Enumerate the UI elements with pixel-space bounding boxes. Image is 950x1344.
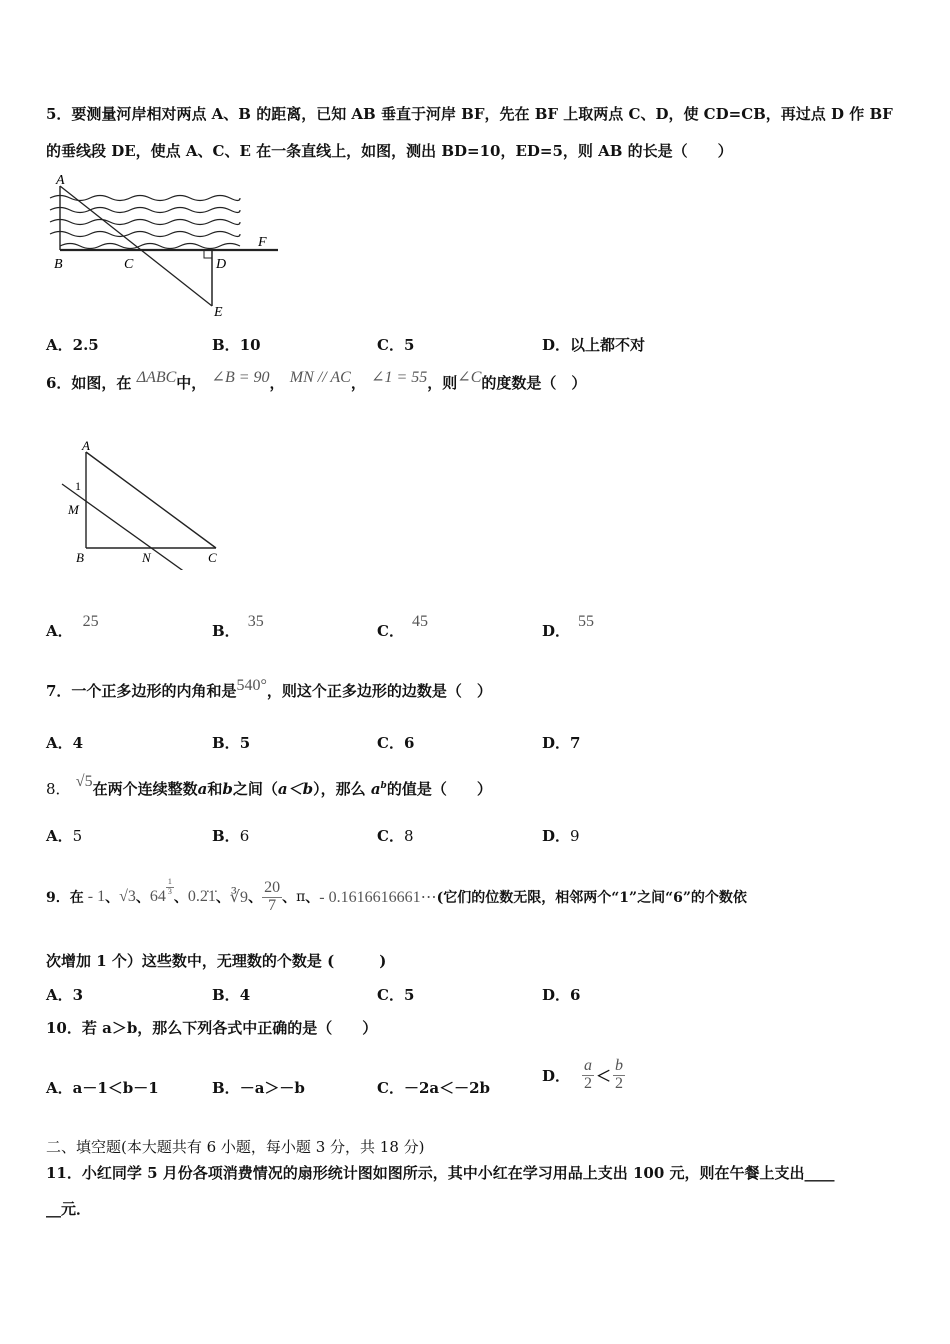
q10-option-c[interactable]: C．－2a＜－2b xyxy=(377,1079,491,1097)
q8-option-a[interactable]: A．5 xyxy=(46,827,83,845)
q6-label-1: 1 xyxy=(75,479,81,493)
q6-side-ac xyxy=(86,452,216,548)
section-2-title: 二、填空题(本大题共有 6 小题，每小题 3 分，共 18 分) xyxy=(46,1138,425,1156)
q10-stem: 10．若 a＞b，那么下列各式中正确的是（ ） xyxy=(46,1019,378,1037)
q5-line-ace xyxy=(60,186,212,306)
q6-option-b[interactable]: B．35 xyxy=(212,613,264,640)
q6-label-a: A xyxy=(82,438,90,453)
q6-angle-b: ∠B = 90 xyxy=(211,369,270,386)
q6-label-c: C xyxy=(208,550,217,565)
q11-stem-line2: __元． xyxy=(46,1200,92,1218)
q8-option-c[interactable]: C．8 xyxy=(377,827,414,845)
q5-option-b[interactable]: B．10 xyxy=(212,336,261,354)
q5-figure xyxy=(44,170,284,320)
q8-option-d[interactable]: D．9 xyxy=(542,827,580,845)
q7-value: 540° xyxy=(236,677,267,694)
q5-right-angle-mark xyxy=(204,250,212,258)
q9-option-a[interactable]: A．3 xyxy=(46,986,84,1004)
q8-option-b[interactable]: B．6 xyxy=(212,827,250,845)
q5-label-d: D xyxy=(216,257,227,272)
q7-stem: 7．一个正多边形的内角和是540°，则这个正多边形的边数是（ ） xyxy=(46,677,492,700)
q6-option-a[interactable]: A．25 xyxy=(46,613,99,640)
q8-power: $a^b$ xyxy=(370,780,387,798)
q7-option-b[interactable]: B．5 xyxy=(212,734,251,752)
q6-label-b: B xyxy=(76,550,84,565)
q6-label-m: M xyxy=(68,502,79,517)
q5-label-a: A xyxy=(56,173,65,188)
q6-stem: 6．如图，在 ΔABC中， ∠B = 90， MN // AC， ∠1 = 55，则∠C的度数是（ ） xyxy=(46,369,587,392)
q11-stem-line1: 11．小红同学 5 月份各项消费情况的扇形统计图如图所示，其中小红在学习用品上支出 100 元，则在午餐上支出____ xyxy=(46,1164,835,1182)
q7-option-c[interactable]: C．6 xyxy=(377,734,415,752)
q6-label-n: N xyxy=(142,550,151,565)
q10-option-b[interactable]: B．－a＞－b xyxy=(212,1079,305,1097)
q8-stem: 8． √5在两个连续整数a和b之间（a＜b），那么 $a^b$的值是（ ） xyxy=(46,773,492,798)
q10-option-a[interactable]: A．a－1＜b－1 xyxy=(46,1079,159,1097)
q5-label-b: B xyxy=(54,257,63,272)
q5-label-c: C xyxy=(124,257,134,272)
q10-option-d[interactable]: D． $\frac{a}{2}$ ＜ $\frac{b}{2}$ xyxy=(542,1056,624,1092)
q9-option-c[interactable]: C．5 xyxy=(377,986,415,1004)
q6-angle-1: ∠1 = 55 xyxy=(371,369,428,386)
q7-option-a[interactable]: A．4 xyxy=(46,734,84,752)
q5-label-e: E xyxy=(214,305,223,320)
q9-stem-line1: 9．在 - 1 、 √3 、 64 $\frac{1}{3}$ 、 0.2̇1̇ 、 ∛9 、 $\frac{20}{7}$ 、 π 、 - 0.1616616661⋯ (它们的位数无限，相邻两个“1”之间“6”的个数依 xyxy=(46,877,747,914)
q5-option-d[interactable]: D．以上都不对 xyxy=(542,336,646,354)
q9-option-d[interactable]: D．6 xyxy=(542,986,581,1004)
q6-figure xyxy=(54,438,234,570)
q7-option-d[interactable]: D．7 xyxy=(542,734,581,752)
q6-option-d[interactable]: D．55 xyxy=(542,613,595,640)
q9-stem-line2: 次增加 1 个）这些数中，无理数的个数是 ( ) xyxy=(46,952,387,970)
q8-sqrt5: √5 xyxy=(75,773,93,790)
q5-label-f: F xyxy=(258,235,267,250)
q6-option-c[interactable]: C．45 xyxy=(377,613,428,640)
q9-option-b[interactable]: B．4 xyxy=(212,986,251,1004)
q6-angle-c: ∠C xyxy=(457,369,482,386)
q6-parallel: MN // AC xyxy=(289,369,351,386)
q5-option-a[interactable]: A．2.5 xyxy=(46,336,99,354)
q5-option-c[interactable]: C．5 xyxy=(377,336,415,354)
q5-stem-line1: 5．要测量河岸相对两点 A、B 的距离，已知 AB 垂直于河岸 BF，先在 BF 上取两点 C、D，使 CD=CB，再过点 D 作 BF xyxy=(46,105,893,123)
q6-triangle-abc: ΔABC xyxy=(136,369,177,386)
q5-stem-line2: 的垂线段 DE，使点 A、C、E 在一条直线上，如图，测出 BD=10，ED=5，则 AB 的长是（ ） xyxy=(46,142,733,160)
